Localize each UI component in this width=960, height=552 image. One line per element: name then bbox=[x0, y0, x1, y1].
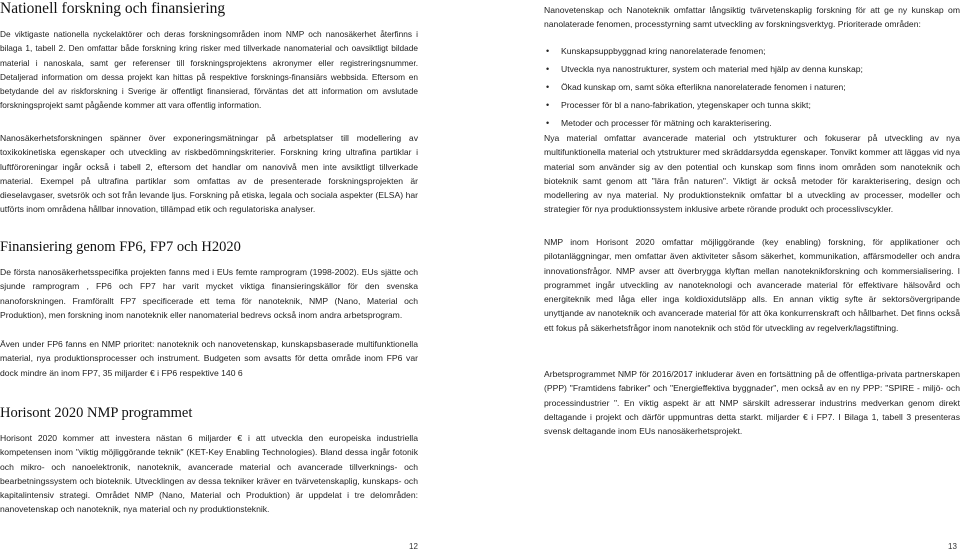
horizon-block bbox=[544, 235, 960, 335]
section-national-research bbox=[0, 0, 418, 18]
nanotech-block bbox=[544, 3, 960, 32]
intro-paragraph: De viktigaste nationella nyckelaktörer och deras forskningsområden inom NMP och nanosäkerhet återfinns i bilaga 1, tabell 2. Den omfattar både forskning kring risker med tillverkade nanomaterial och oavsiktligt bildade material i nanoskala, samt ger referenser till forskningsprojektens akronymer eller registreringsnummer. Detaljerad information om dessa projekt kan hittas på respektive forsknings-finansiärs webbsida. Eftersom en betydande del av riskforskning i Sverige är offentligt finansierad, förväntas det att information om avslutade forskningsprojekt samt pågående kommer att vara offentlig information. bbox=[0, 29, 418, 111]
materials-paragraph: Nya material omfattar avancerade material och ytstrukturer och fokuserar på utveckling av nya multifunktionella material och ytstrukturer med skräddarsydda egenskaper. Tonvikt kommer att läggas vid nya material som använder sig av den potential och kunskap som finns inom områden som nanoteknik och bioteknik samt genom att "lära från naturen". Viktigt är också metoder för karakterisering, design och modellering av nya material. Ny produktionsteknik omfattar bl a utveckling av processer, modeller och strategier för nya produktionssystem inklusive arbete rörande produkt och processlivscykler. bbox=[544, 133, 960, 215]
nanosafety-paragraph: Nanosäkerhetsforskningen spänner över exponeringsmätningar på arbetsplatser till modellering av toxikokinetiska egenskaper och utveckling av riskbedömningskriterier. Forskning kring ultrafina partiklar i luftföroreningar ingår också i tabell 2, eftersom det handlar om nanovivå men inte avsiktligt tillverkade material. Exempel på ultrafina partiklar som omfattas av de presenterade forskningsprojekten är dieselavgaser, svetsrök och sot från levande ljus. Forskning på etiska, legala och sociala aspekter (ELSA) har utförts inom områdena hållbar innovation, tillämpad etik och regulatoriska analyser. bbox=[0, 133, 418, 215]
page-number-right: 13 bbox=[948, 542, 957, 551]
fp-heading: Finansiering genom FP6, FP7 och H2020 bbox=[0, 239, 241, 255]
nanosafety-block bbox=[0, 131, 418, 217]
section-fp-funding bbox=[0, 238, 418, 256]
h2020-paragraph: Horisont 2020 kommer att investera nästan 6 miljarder € i att utveckla den europeiska industriella kompetensen inom "viktig möjliggörande teknik" (KET-Key Enabling Technologies). Bland dessa ingår fotonik och mikro- och nanoelektronik, nanoteknik, avancerade material och avancerade tillverknings- och bearbetningssystem och bioteknik. Utvecklingen av dessa tekniker kräver en tvärvetenskaplig, kunskaps- och kapitalintensiv strategi. Området NMP (Nano, Material och Produktion) är uppdelat i tre delområden: nanovetenskap och nanoteknik, nya material och ny produktionsteknik. bbox=[0, 433, 418, 515]
fp-paragraph-2: Även under FP6 fanns en NMP prioritet: nanoteknik och nanovetenskap, kunskapsbaserade multifunktionella material, nya produktionsprocesser och instrument. Budgeten som avsatts för detta område inom FP6 var dock mindre än inom FP7, 35 miljarder € i FP6 respektive 140 6 bbox=[0, 339, 418, 378]
h2020-block bbox=[0, 431, 418, 517]
priority-list bbox=[544, 44, 960, 130]
fp-paragraph-1: De första nanosäkerhetsspecifika projekten fanns med i EUs femte ramprogram (1998-2002). EUs sjätte och sjunde ramprogram , FP6 och FP7 har varit mycket viktiga finansieringskällor för den svenska nanoforskningen. Framförallt FP7 specificerade ett tema för nanoteknik, NMP (Nano, Material och Produktion), men forskning inom nanoteknik eller nanomaterial bedrevs också inom andra arbetsprogram. bbox=[0, 267, 418, 320]
page-number-left: 12 bbox=[409, 542, 418, 551]
work-programme-paragraph: Arbetsprogrammet NMP för 2016/2017 inkluderar även en fortsättning på de offentliga-privata partnerskapen (PPP) "Framtidens fabriker" och "Energieffektiva byggnader", men också av en ny PPP: "SPIRE - miljö- och processindustrier ". En viktig aspekt är att NMP särskilt adresserar industrins medverkan genom direkt deltagande i projekt och därför uppmuntras detta starkt. miljarder € i FP7. I Bilaga 1, tabell 3 presenteras svensk deltagande inom EUs nanosäkerhetsprojekt. bbox=[544, 369, 960, 437]
horizon-paragraph: NMP inom Horisont 2020 omfattar möjliggörande (key enabling) forskning, för applikationer och pilotanläggningar, men omfattar även aktiviteter såsom säkerhet, kommunikation, affärsmodeller och andra innovationsfrågor. NMP avser att överbrygga klyftan mellan nanoteknikforskning och kommersialisering. I programmet ingår utveckling av nanoteknologi och avancerade material för effektivare hälsovård och energiteknik med låga eller inga koldioxidutsläpp alls. En annan viktig syfte är sektorsövergripande unyttjande av nanoteknik och avancerade material för att öka konkurrenskraft och hållbarhet. Det finns också ett fokus på säkerhetsfrågor inom nanoteknik och stöd för utveckling av regelverk/lagstiftning. bbox=[544, 237, 960, 333]
work-programme-block bbox=[544, 367, 960, 438]
list-item: • Kunskapsuppbyggnad kring nanorelaterade fenomen; bbox=[544, 44, 960, 58]
fp-block-1 bbox=[0, 265, 418, 322]
h2020-heading: Horisont 2020 NMP programmet bbox=[0, 405, 193, 421]
list-item: • Processer för bl a nano-fabrikation, ytegenskaper och tunna skikt; bbox=[544, 98, 960, 112]
list-item: • Metoder och processer för mätning och karakterisering. bbox=[544, 116, 960, 130]
intro-block bbox=[0, 27, 418, 113]
priority-list-block bbox=[544, 44, 960, 134]
fp-block-2 bbox=[0, 337, 418, 380]
list-item: • Utveckla nya nanostrukturer, system och material med hjälp av denna kunskap; bbox=[544, 62, 960, 76]
section-h2020 bbox=[0, 404, 418, 422]
materials-block bbox=[544, 131, 960, 217]
list-item: • Ökad kunskap om, samt söka efterlikna nanorelaterade fenomen i naturen; bbox=[544, 80, 960, 94]
top-paragraph: Nanovetenskap och Nanoteknik omfattar långsiktig tvärvetenskaplig forskning för att ge ny kunskap om nanolaterade fenomen, processtyrning samt utveckling av forskningsverktyg. Prioriterade områden: bbox=[544, 5, 960, 30]
page-title: Nationell forskning och finansiering bbox=[0, 0, 226, 17]
